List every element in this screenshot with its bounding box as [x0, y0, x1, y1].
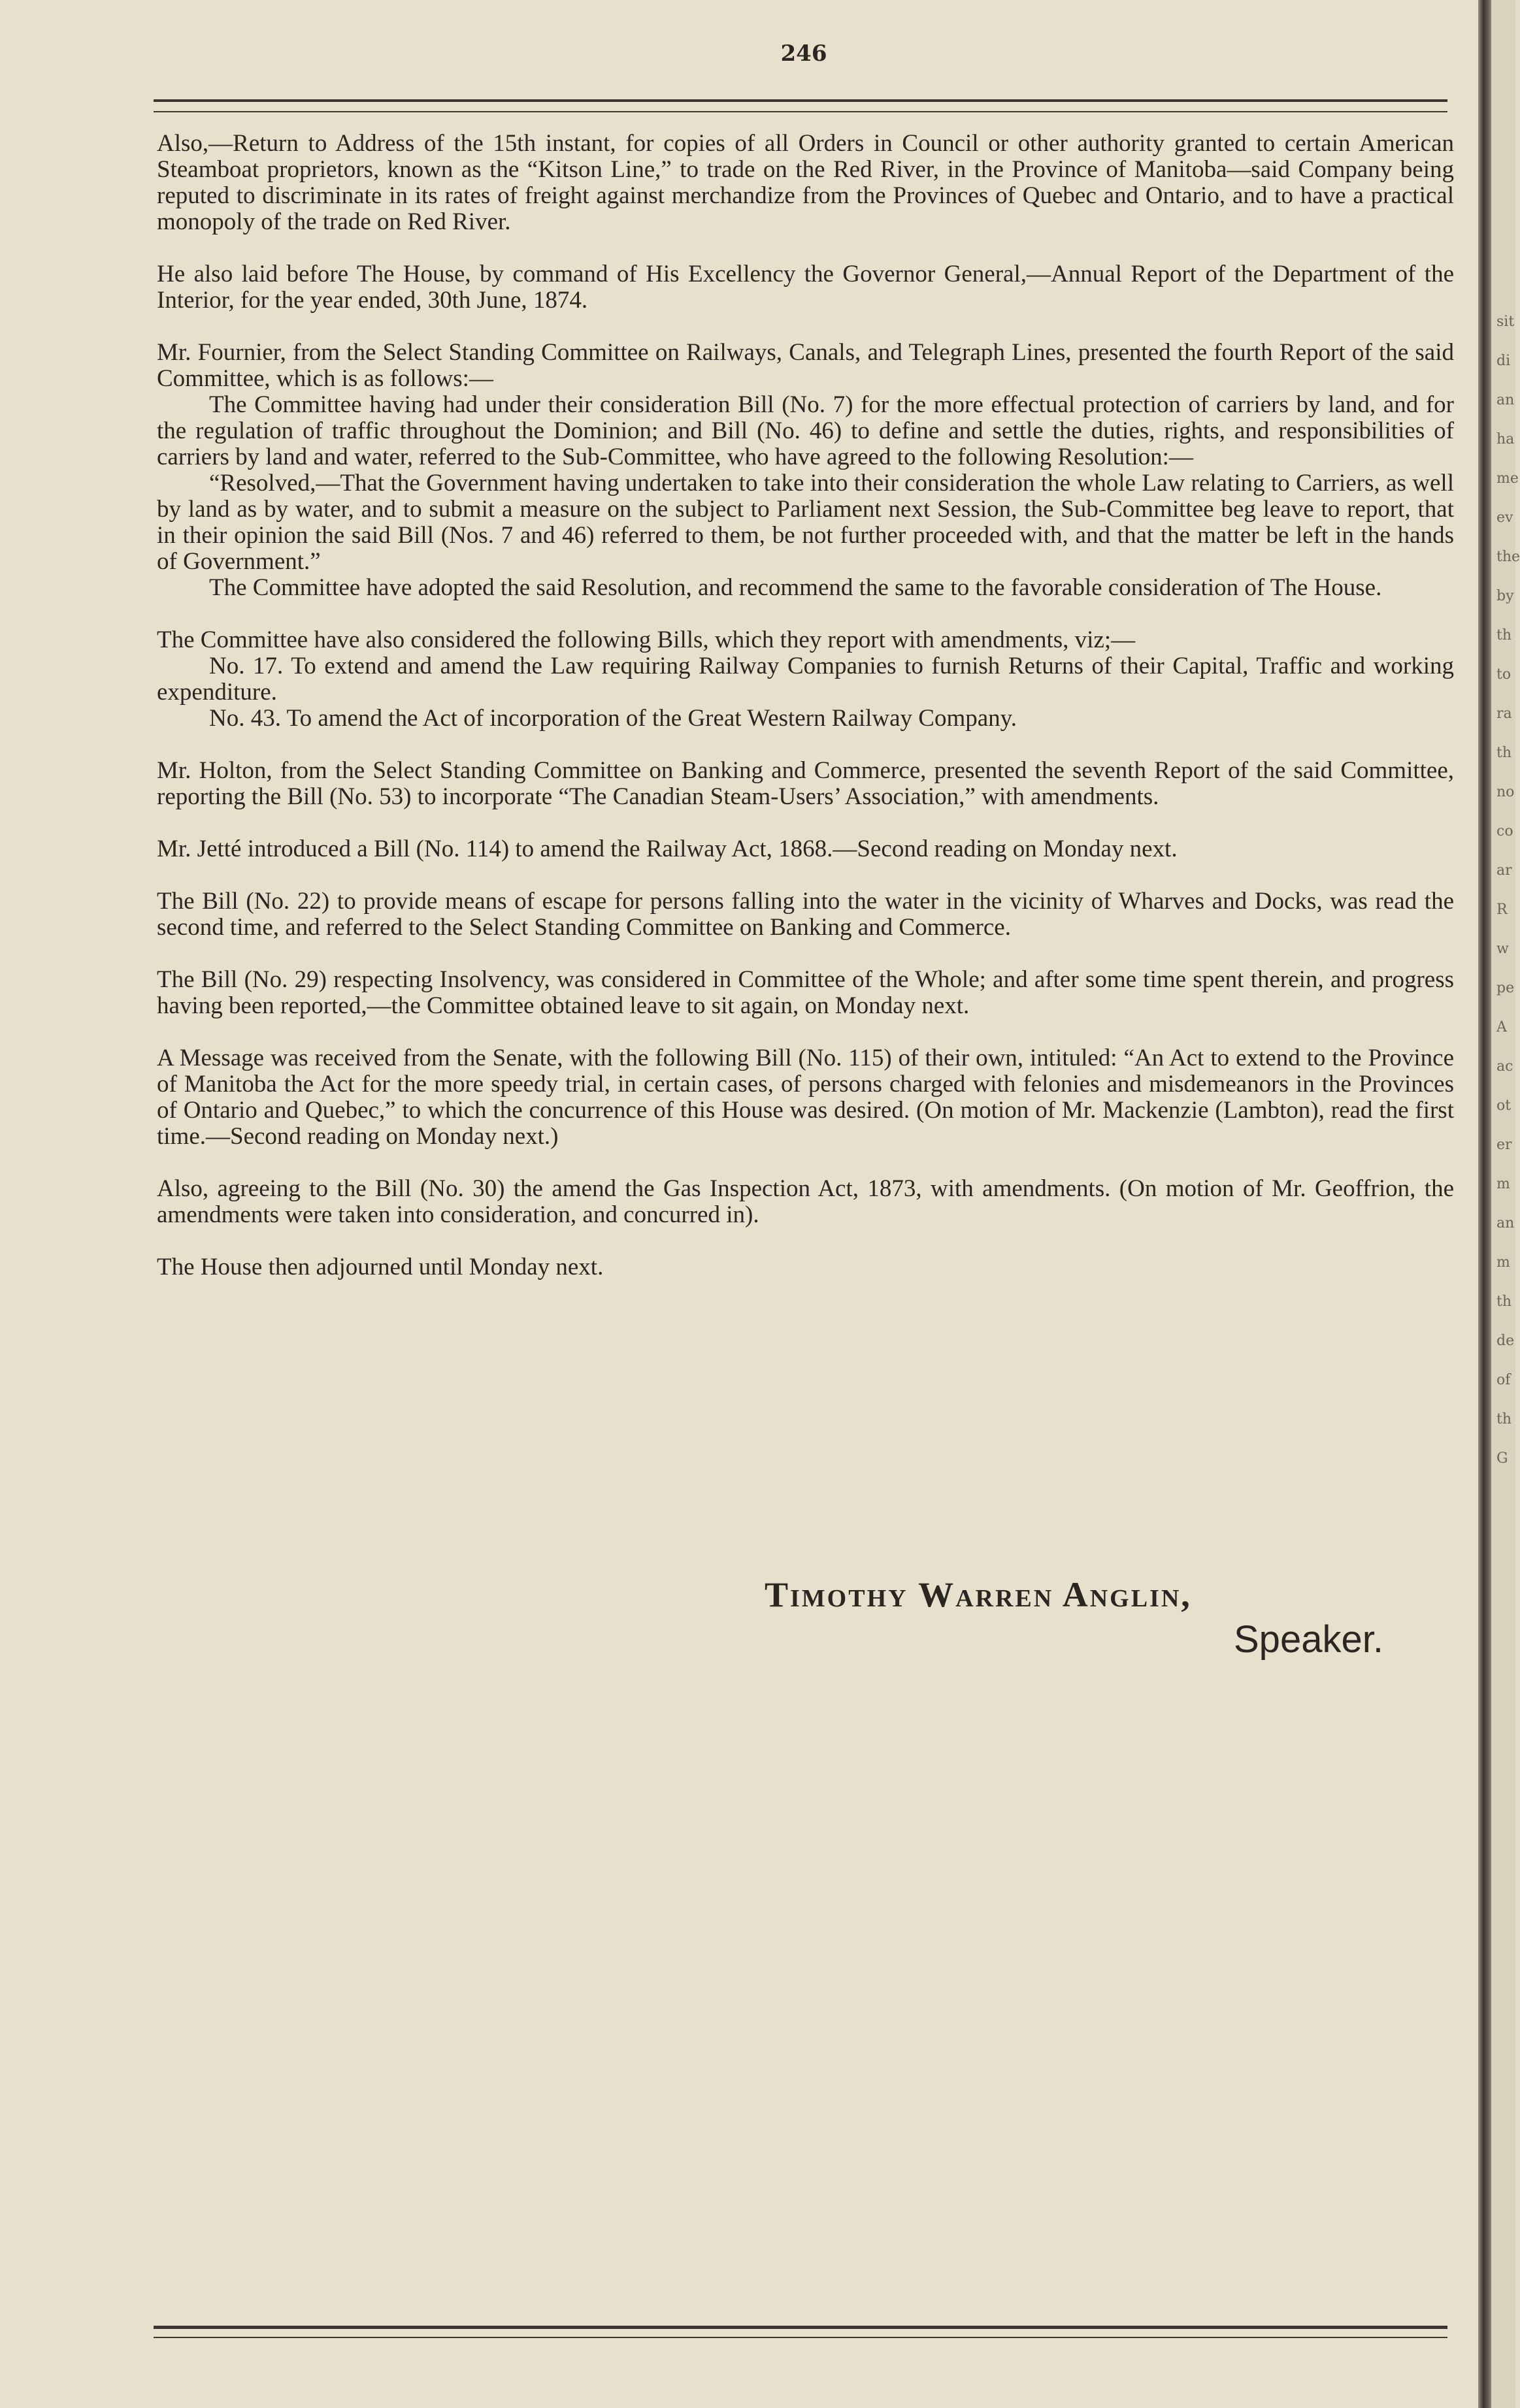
facing-page-fragment: ar: [1496, 862, 1512, 879]
facing-page-fragment: m: [1496, 1254, 1510, 1271]
facing-page-fragment: of: [1496, 1372, 1511, 1388]
paragraph-bill-22: The Bill (No. 22) to provide means of escape for persons falling into the water in the vicinity of Wharves and Docks, was read the second time, and referred to the Select Standing Committee on Banking and Commerce.: [157, 888, 1454, 941]
facing-page-fragment: er: [1496, 1137, 1512, 1153]
facing-page-fragment: an: [1496, 392, 1515, 408]
facing-page-fragment: ha: [1496, 431, 1515, 447]
paragraph-senate-message: A Message was received from the Senate, with the following Bill (No. 115) of their own, intituled: “An Act to extend to the Province of Manitoba the Act for the more speedy trial, in certain cases, of persons charged with felonies and misdemeanors in the Provinces of Ontario and Quebec,” to which the concurrence of this House was desired. (On motion of Mr. Mackenzie (Lambton), read the first time.—Second reading on Monday next.): [157, 1045, 1454, 1150]
book-spine: [1478, 0, 1491, 2408]
facing-page-fragment: di: [1496, 353, 1511, 369]
facing-page-fragment: pe: [1496, 980, 1515, 996]
facing-page-fragment: no: [1496, 784, 1515, 800]
paragraph-bills-considered: The Committee have also considered the following Bills, which they report with amendments, viz;—: [157, 626, 1136, 653]
facing-page-fragments: [1496, 314, 1520, 1489]
facing-page-fragment: de: [1496, 1333, 1515, 1349]
facing-page-fragment: R: [1496, 902, 1508, 918]
paragraph-gas-inspection: Also, agreeing to the Bill (No. 30) the amend the Gas Inspection Act, 1873, with amendments. (On motion of Mr. Geoffrion, the amendments were taken into consideration, and concurred in).: [157, 1175, 1454, 1228]
signature-name: Timothy Warren Anglin,: [765, 1575, 1192, 1614]
signature-block: [765, 1574, 1418, 1661]
paragraph-bill-29: The Bill (No. 29) respecting Insolvency, was considered in Committee of the Whole; and after some time spent therein, and progress having been reported,—the Committee obtained leave to sit again, on Monday next.: [157, 966, 1454, 1019]
paragraph-annual-report: He also laid before The House, by command of His Excellency the Governor General,—Annual Report of the Department of the Interior, for the year ended, 30th June, 1874.: [157, 261, 1454, 314]
paragraph-bill-17: No. 17. To extend and amend the Law requiring Railway Companies to furnish Returns of their Capital, Traffic and working expenditure.: [157, 653, 1454, 706]
facing-page-fragment: m: [1496, 1176, 1510, 1192]
facing-page-fragment: ev: [1496, 510, 1513, 526]
facing-page-fragment: th: [1496, 627, 1512, 643]
facing-page-fragment: the: [1496, 549, 1520, 565]
facing-page-fragment: w: [1496, 941, 1509, 957]
bottom-rule: [154, 2326, 1447, 2338]
top-rule: [154, 99, 1447, 112]
facing-page-fragment: ra: [1496, 706, 1512, 722]
facing-page-fragment: sit: [1496, 314, 1515, 330]
page-number: 246: [780, 41, 827, 67]
facing-page-fragment: co: [1496, 823, 1513, 839]
paragraph-resolution: “Resolved,—That the Government having undertaken to take into their consideration the whole Law relating to Carriers, as well by land as by water, and to submit a measure on the subject to Parliament next Session, the Sub-Committee beg leave to report, that in their opinion the said Bill (Nos. 7 and 46) referred to them, be not further proceeded with, and that the matter be left in the hands of Government.”: [157, 470, 1454, 575]
paragraph-fournier-report: Mr. Fournier, from the Select Standing Committee on Railways, Canals, and Telegraph Lines, presented the fourth Report of the said Committee, which is as follows:—: [157, 339, 1454, 392]
paragraph-committee-consideration: The Committee having had under their consideration Bill (No. 7) for the more effectual protection of carriers by land, and for the regulation of traffic throughout the Dominion; and Bill (No. 46) to define and settle the duties, rights, and responsibilities of carriers by land and water, referred to the Sub-Committee, who have agreed to the following Resolution:—: [157, 391, 1454, 470]
facing-page-fragment: ac: [1496, 1058, 1513, 1075]
paragraph-holton-report: Mr. Holton, from the Select Standing Committee on Banking and Commerce, presented the seventh Report of the said Committee, reporting the Bill (No. 53) to incorporate “The Canadian Steam-Users’ Association,” with amendments.: [157, 757, 1454, 810]
facing-page-fragment: th: [1496, 1293, 1512, 1310]
facing-page-fragment: th: [1496, 745, 1512, 761]
facing-page-fragment: th: [1496, 1411, 1512, 1427]
facing-page-fragment: an: [1496, 1215, 1515, 1231]
facing-page-fragment: A: [1496, 1019, 1507, 1035]
paragraph-adjourned: The House then adjourned until Monday next.: [157, 1254, 604, 1280]
facing-page-fragment: ot: [1496, 1098, 1512, 1114]
facing-page-fragment: by: [1496, 588, 1514, 604]
paragraph-committee-adopted: The Committee have adopted the said Resolution, and recommend the same to the favorable consideration of The House.: [209, 574, 1382, 601]
page-body: [157, 131, 1454, 1280]
facing-page-fragment: to: [1496, 666, 1512, 683]
facing-page-fragment: G: [1496, 1450, 1508, 1467]
facing-page-fragment: me: [1496, 470, 1519, 487]
paragraph-jette-bill: Mr. Jetté introduced a Bill (No. 114) to amend the Railway Act, 1868.—Second reading on Monday next.: [157, 836, 1178, 862]
signature-title: Speaker.: [1234, 1618, 1383, 1661]
paragraph-bill-43: No. 43. To amend the Act of incorporation of the Great Western Railway Company.: [209, 705, 1017, 732]
paragraph-return-address: Also,—Return to Address of the 15th instant, for copies of all Orders in Council or other authority granted to certain American Steamboat proprietors, known as the “Kitson Line,” to trade on the Red River, in the Province of Manitoba—said Company being reputed to discriminate in its rates of freight against merchandize from the Provinces of Quebec and Ontario, and to have a practical monopoly of the trade on Red River.: [157, 130, 1454, 235]
